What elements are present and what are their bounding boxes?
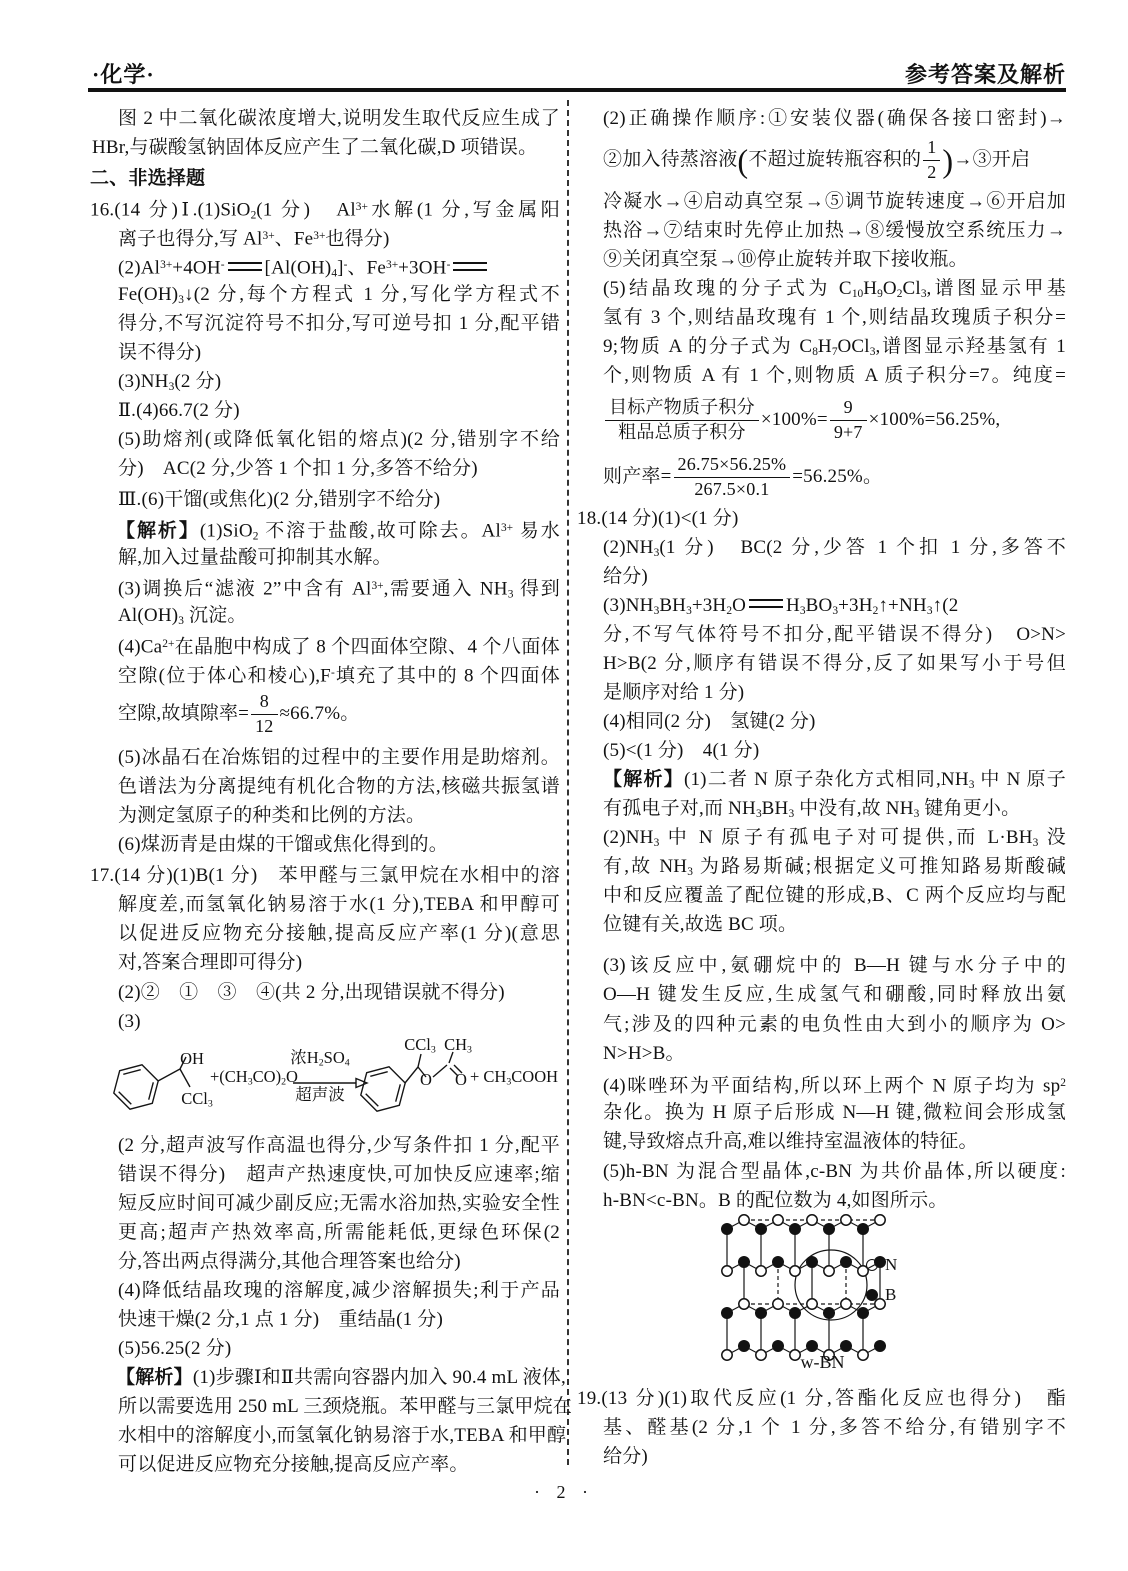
legend-item-nitrogen — [866, 1256, 897, 1274]
text-line: N>H>B。 — [603, 1043, 685, 1064]
chem-label: $+(CH_3CO)_2O$ — [210, 1067, 298, 1088]
text-line: $(2)NH_3(1$ 分) BC(2 分,少答 1 个扣 1 分,多答不 — [603, 537, 1066, 559]
text-line: (2)② ① ③ ④(共 2 分,出现错误就不得分) — [118, 982, 505, 1003]
text-line: $Al(OH)_3$ 沉淀。 — [118, 605, 247, 627]
filled-circle-icon — [866, 1289, 878, 1301]
text-line: 【解析】(1)二者 N 原子杂化方式相同$,NH_3$ 中 N 原子 — [603, 769, 1066, 791]
text-line: 二、非选择题 — [90, 168, 206, 189]
text-line: 给分) — [603, 1446, 648, 1467]
header-rule — [88, 88, 1066, 92]
atoms — [721, 1215, 886, 1360]
text-line: 中和反应覆盖了配位键的形成,B、C 两个反应均与配 — [603, 885, 1066, 906]
chem-label: CCl$_3$ — [404, 1035, 436, 1056]
text-line: ②加入待蒸溶液(不超过旋转瓶容积的 $\frac{1}{2}$ )→③开启 — [603, 137, 1031, 183]
text-line: 更高;超声产热效率高,所需能耗低,更绿色环保(2 — [118, 1222, 560, 1243]
page-number: · 2 · — [534, 1482, 594, 1502]
text-line: h-BN<c-BN。B 的配位数为 4,如图所示。 — [603, 1190, 948, 1211]
text-line: 分,不写气体符号不扣分,配平错误不得分) O>N> — [603, 624, 1066, 645]
text-line: 空隙(位于体心和棱心),F-填充了其中的 8 个四面体 — [118, 665, 560, 687]
text-line: 色谱法为分离提纯有机化合物的方法,核磁共振氢谱 — [118, 776, 560, 797]
text-line: 【解析】(1)SiO$_2$ 不溶于盐酸,故可除去。$Al^{3+}$ 易水 — [116, 520, 560, 543]
text-line: (5)<(1 分) 4(1 分) — [603, 740, 760, 761]
text-line: $(3)NH_3BH_3+3H_2O$ $H_3BO_3+3H_2↑+NH_3↑(2$ — [603, 595, 959, 617]
chem-label: 超声波 — [295, 1085, 345, 1104]
chem-label: $CH_3$ — [444, 1035, 472, 1056]
text-line: $(3)NH_3(2$ 分) — [118, 371, 222, 393]
page-title: 参考答案及解析 — [904, 62, 1066, 87]
text-line: $(2)Al^{3+}+4OH^-$ $[Al(OH)_4]^-$、$Fe^{3+}+3OH^-$ — [118, 251, 490, 289]
text-line: 短反应时间可减少副反应;无需水浴加热,实验安全性 — [118, 1193, 560, 1214]
text-line: 可以促进反应物充分接触,提高反应产率。 — [118, 1454, 469, 1475]
column-divider — [567, 100, 569, 1465]
chem-label: + $CH_3COOH$ — [470, 1067, 559, 1088]
text-line: 分) AC(2 分,少答 1 个扣 1 分,多答不给分) — [118, 458, 478, 479]
text-line: ⑨关闭真空泵→⑩停止旋转并取下接收瓶。 — [603, 249, 968, 270]
text-line: 【解析】(1)步骤Ⅰ和Ⅱ共需向容器内加入 90.4 mL 液体, — [116, 1367, 566, 1388]
text-line: (4)降低结晶玫瑰的溶解度,减少溶解损失;利于产品 — [118, 1280, 560, 1301]
text-line: (5)h-BN 为混合型晶体,c-BN 为共价晶体,所以硬度: — [603, 1161, 1066, 1182]
text-line: (6)煤沥青是由煤的干馏或焦化得到的。 — [118, 834, 448, 855]
text-line: Ⅲ.(6)干馏(或焦化)(2 分,错别字不给分) — [118, 489, 441, 510]
text-line: 空隙,故填隙率= $\frac{8}{12}$ ≈66.7%。 — [118, 691, 360, 737]
text-line: 图 2 中二氧化碳浓度增大,说明发生取代反应生成了 — [118, 108, 560, 129]
text-line: 给分) — [603, 566, 648, 587]
text-line: 快速干燥(2 分,1 点 1 分) 重结晶(1 分) — [118, 1309, 444, 1330]
text-line: 个,则物质 A 有 1 个,则物质 A 质子积分=7。纯度= — [603, 365, 1066, 386]
text-line: 17.(14 分)(1)B(1 分) 苯甲醛与三氯甲烷在水相中的溶 — [90, 865, 560, 886]
text-line: 解度差,而氢氧化钠易溶于水(1 分),TEBA 和甲醇可 — [118, 894, 560, 915]
text-line: $Fe(OH)_3↓(2$ 分,每个方程式 1 分,写化学方程式不 — [118, 284, 560, 306]
text-line: 18.(14 分)(1)<(1 分) — [577, 508, 739, 529]
text-line: Ⅱ.(4)66.7(2 分) — [118, 400, 240, 421]
text-line: 误不得分) — [118, 342, 202, 363]
text-line: (4)咪唑环为平面结构,所以环上两个 N 原子均为 $sp^2$ — [603, 1075, 1066, 1097]
text-line: H>B(2 分,顺序有错误不得分,反了如果写小于号但 — [603, 653, 1066, 674]
chem-label: OH — [180, 1049, 204, 1068]
text-line: O—H 键发生反应,生成氢气和硼酸,同时释放出氨 — [603, 984, 1066, 1005]
text-line: 则产率= $\frac{26.75\times 56.25\%}{267.5\times 0.1}$ =56.25%。 — [603, 454, 883, 500]
chem-label: O — [455, 1070, 467, 1089]
text-line: $\frac{\text{目标产物质子积分}}{\text{粗品总质子积分}}$ ×100%= $\frac{9}{9+7}$ ×100%=56.25%, — [603, 392, 1000, 448]
text-line: $(2)NH_3$ 中 N 原子有孤电子对可提供,而 $L\cdot BH_3$ 没 — [603, 827, 1067, 849]
text-line: 所以需要选用 250 mL 三颈烧瓶。苯甲醛与三氯甲烷在 — [118, 1396, 573, 1417]
text-line: (3)调换后“滤液 2”中含有 $Al^{3+}$,需要通入 $NH_3$ 得到 — [118, 578, 560, 601]
legend-label: B — [885, 1285, 897, 1304]
text-line: 解,加入过量盐酸可抑制其水解。 — [118, 547, 392, 568]
text-line: 是顺序对给 1 分) — [603, 682, 745, 703]
text-line: 9;物质 A 的分子式为 $C_8H_7OCl_3$,谱图显示羟基氢有 1 — [603, 336, 1066, 358]
text-line: (4)相同(2 分) 氢键(2 分) — [603, 711, 816, 732]
subject-title: ·化学· — [92, 62, 155, 87]
text-line: 分,答出两点得满分,其他合理答案也给分) — [118, 1251, 461, 1272]
text-line: (5)56.25(2 分) — [118, 1338, 232, 1359]
text-line: 键,导致熔点升高,难以维持室温液体的特征。 — [603, 1131, 978, 1152]
open-circle-icon — [866, 1259, 878, 1271]
text-line: 基、醛基(2 分,1 个 1 分,多答不给分,有错别字不 — [603, 1417, 1066, 1438]
text-line: 16.(14 分)Ⅰ.(1)SiO$_2$(1 分) $Al^{3+}$水解(1 分,写金属阳 — [90, 199, 560, 222]
text-line: 有孤电子对,而 $NH_3BH_3$ 中没有,故 $NH_3$ 键角更小。 — [603, 798, 1021, 820]
text-line: 19.(13 分)(1)取代反应(1 分,答酯化反应也得分) 酯 — [577, 1388, 1066, 1409]
text-line: 水相中的溶解度小,而氢氧化钠易溶于水,TEBA 和甲醇 — [118, 1425, 567, 1446]
text-line: 对,答案合理即可得分) — [118, 952, 303, 973]
text-line: 离子也得分,写 $Al^{3+}$、$Fe^{3+}$也得分) — [118, 228, 390, 250]
legend-item-boron — [866, 1286, 896, 1304]
text-line: 热浴→⑦结束时先停止加热→⑧缓慢放空系统压力→ — [603, 220, 1066, 241]
w-bn-caption: w-BN — [800, 1352, 845, 1372]
text-line: (5)结晶玫瑰的分子式为 $C_{10}H_9O_2Cl_3$,谱图显示甲基 — [603, 278, 1066, 300]
text-line: 杂化。换为 H 原子后形成 N—H 键,微粒间会形成氢 — [603, 1102, 1066, 1123]
chem-label: CCl$_3$ — [181, 1089, 213, 1110]
text-line: (3) — [118, 1011, 141, 1032]
text-line: (2 分,超声波写作高温也得分,少写条件扣 1 分,配平 — [118, 1135, 560, 1156]
text-line: 冷凝水→④启动真空泵→⑤调节旋转速度→⑥开启加 — [603, 191, 1066, 212]
text-line: (5)助熔剂(或降低氧化铝的熔点)(2 分,错别字不给 — [118, 429, 560, 450]
text-line: (2)正确操作顺序:①安装仪器(确保各接口密封)→ — [603, 108, 1066, 129]
text-line: 以促进反应物充分接触,提高反应产率(1 分)(意思 — [118, 923, 560, 944]
text-line: 错误不得分) 超声产热速度快,可加快反应速率;缩 — [118, 1164, 560, 1185]
text-line: 气;涉及的四种元素的电负性由大到小的顺序为 O> — [603, 1014, 1066, 1035]
text-line: HBr,与碳酸氢钠固体反应产生了二氧化碳,D 项错误。 — [92, 137, 538, 158]
text-line: 有,故 $NH_3$ 为路易斯碱;根据定义可推知路易斯酸碱 — [603, 856, 1066, 878]
legend-label: N — [885, 1255, 898, 1274]
text-line: $(4)Ca^{2+}$在晶胞中构成了 8 个四面体空隙、4 个八面体 — [118, 636, 560, 658]
text-line: 得分,不写沉淀符号不扣分,写可逆号扣 1 分,配平错 — [118, 313, 560, 334]
text-line: 氢有 3 个,则结晶玫瑰有 1 个,则结晶玫瑰质子积分= — [603, 307, 1066, 328]
text-line: 位键有关,故选 BC 项。 — [603, 914, 798, 935]
text-line: (5)冰晶石在冶炼铝的过程中的主要作用是助熔剂。 — [118, 747, 560, 768]
text-line: (3)该反应中,氨硼烷中的 B—H 键与水分子中的 — [603, 955, 1066, 976]
chem-label: 浓$H_2SO_4$ — [290, 1048, 350, 1069]
chem-label: O — [420, 1070, 432, 1089]
text-line: 为测定氢原子的种类和比例的方法。 — [118, 805, 426, 826]
